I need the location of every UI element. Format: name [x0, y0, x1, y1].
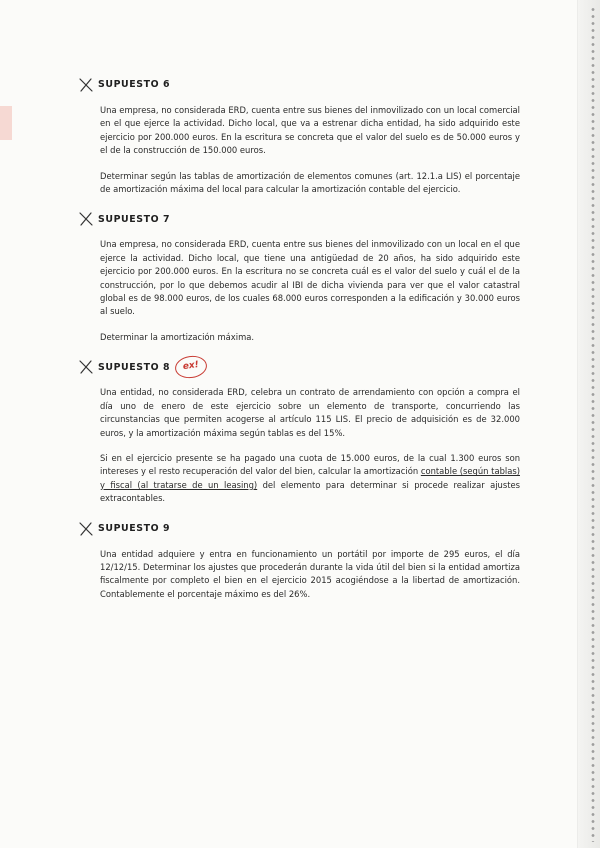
paragraph: Determinar según las tablas de amortización de elementos comunes (art. 12.1.a LIS) el porcentaje de amortización máxima del local para calcular la amortización contable del ejercicio. [100, 170, 520, 195]
section-supuesto-9 [88, 518, 520, 602]
handwritten-ex-badge: ex! [174, 354, 209, 380]
heading-text: SUPUESTO 8 [98, 361, 171, 373]
cross-mark-icon [78, 359, 94, 375]
section-supuesto-8 [88, 356, 520, 505]
section-heading [78, 518, 520, 540]
paragraph-text: Si en el ejercicio presente se ha pagado una cuota de 15.000 euros, de la cual 1.300 euros son intereses y el resto recuperación del valor del bien, calcular la amortización [100, 452, 520, 477]
paragraph [100, 452, 520, 506]
paragraph: Determinar la amortización máxima. [100, 331, 255, 342]
paragraph: Una entidad, no considerada ERD, celebra un contrato de arrendamiento con opción a compra el día uno de enero de este ejercicio sobre un elemento de transporte, concurriendo las circunstancias que permiten acogerse al artículo 115 LIS. El precio de adquisición es de 32.000 euros, y la amortización máxima según tablas es del 15%. [100, 387, 520, 438]
paragraph: Una entidad adquiere y entra en funcionamiento un portátil por importe de 295 euros, el día 12/12/15. Determinar los ajustes que procederán durante la vida útil del bien si la entidad amortiza fiscalmente por completo el bien en el ejercicio 2015 acogiéndose a la libertad de amortización. Contablemente el porcentaje máximo es del 26%. [100, 548, 520, 599]
index-tab-mark [0, 106, 12, 140]
heading-text: SUPUESTO 7 [98, 213, 171, 225]
binding-holes [590, 6, 596, 842]
paragraph-text: del elemento para determinar si procede realizar ajustes extracontables. [100, 479, 520, 504]
section-supuesto-7 [88, 208, 520, 344]
binding-edge [577, 0, 600, 848]
heading-text: SUPUESTO 9 [98, 522, 171, 534]
cross-mark-icon [78, 521, 94, 537]
heading-text: SUPUESTO 6 [98, 79, 171, 91]
document-body [88, 74, 520, 613]
paragraph: Una empresa, no considerada ERD, cuenta entre sus bienes del inmovilizado con un local en el que ejerce la actividad. Dicho local, que tiene una antigüedad de 20 años, ha sido adquirido este ejercicio por 200.000 euros. En la escritura no se concreta cuál es el valor del suelo y cuál el de la construcción, por lo que debemos acudir al IBI de dicha vivienda para ver que el valor catastral global es de 98.000 euros, de los cuales 68.000 euros corresponden a la edificación y 30.000 euros al suelo. [100, 239, 520, 317]
paragraph: Una empresa, no considerada ERD, cuenta entre sus bienes del inmovilizado con un local comercial en el que ejerce la actividad. Dicho local, que va a estrenar dicha entidad, ha sido adquirido este ejercicio por 200.000 euros. En la escritura se concreta que el valor del suelo es de 50.000 euros y el de la construcción de 150.000 euros. [100, 105, 520, 156]
section-supuesto-6 [88, 74, 520, 196]
cross-mark-icon [78, 211, 94, 227]
cross-mark-icon [78, 77, 94, 93]
section-heading [78, 356, 520, 378]
underlined-text: contable (según tablas) y fiscal (al tratarse de un leasing) [100, 466, 520, 490]
section-heading [78, 208, 520, 230]
section-heading [78, 74, 520, 96]
